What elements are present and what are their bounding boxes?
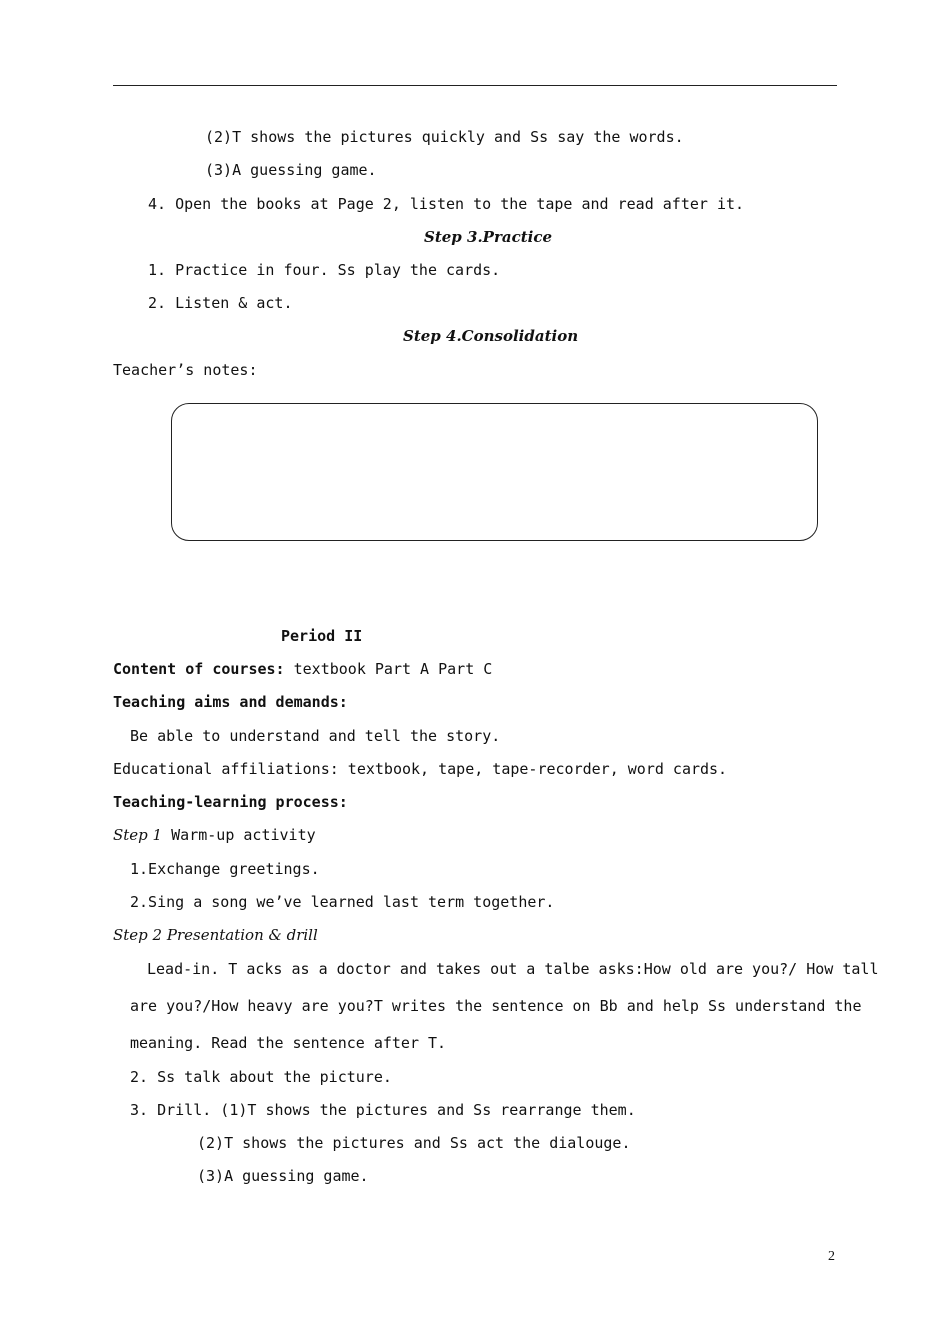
lead-in-line: meaning. Read the sentence after T. (130, 1034, 447, 1052)
period-title: Period II (281, 627, 363, 645)
step-3-heading: Step 3.Practice (424, 228, 553, 246)
text-line: (2)T shows the pictures quickly and Ss say the words. (205, 128, 684, 146)
content-value: textbook Part A Part C (284, 660, 493, 678)
step-1-heading (113, 825, 316, 845)
step-1-label: Step 1 (113, 826, 163, 844)
teachers-notes-box (171, 403, 818, 541)
list-item: 3. Drill. (1)T shows the pictures and Ss rearrange them. (130, 1101, 636, 1119)
page-number: 2 (828, 1249, 835, 1264)
text-line: 2. Listen & act. (148, 294, 293, 312)
text-line: 4. Open the books at Page 2, listen to the tape and read after it. (148, 195, 745, 213)
aims-heading: Teaching aims and demands: (113, 693, 348, 711)
list-item: 2. Ss talk about the picture. (130, 1068, 392, 1086)
list-item: (2)T shows the pictures and Ss act the dialouge. (197, 1134, 631, 1152)
content-of-courses (113, 659, 492, 679)
affiliations-text: Educational affiliations: textbook, tape, tape-recorder, word cards. (113, 760, 728, 778)
list-item: 1.Exchange greetings. (130, 860, 320, 878)
aims-text: Be able to understand and tell the story. (130, 727, 501, 745)
list-item: 2.Sing a song we’ve learned last term together. (130, 893, 555, 911)
header-rule (113, 85, 837, 86)
step-1-title: Warm-up activity (162, 826, 316, 844)
text-line: 1. Practice in four. Ss play the cards. (148, 261, 501, 279)
content-label: Content of courses: (113, 660, 285, 678)
process-heading: Teaching-learning process: (113, 793, 348, 811)
lead-in-line: are you?/How heavy are you?T writes the sentence on Bb and help Ss understand the (130, 997, 862, 1015)
list-item: (3)A guessing game. (197, 1167, 369, 1185)
step-4-heading: Step 4.Consolidation (403, 327, 579, 345)
text-line: (3)A guessing game. (205, 161, 377, 179)
lead-in-line: Lead-in. T acks as a doctor and takes out a talbe asks:How old are you?/ How tall (147, 960, 879, 978)
step-2-heading: Step 2 Presentation & drill (113, 926, 318, 944)
teachers-notes-label: Teacher’s notes: (113, 361, 258, 379)
